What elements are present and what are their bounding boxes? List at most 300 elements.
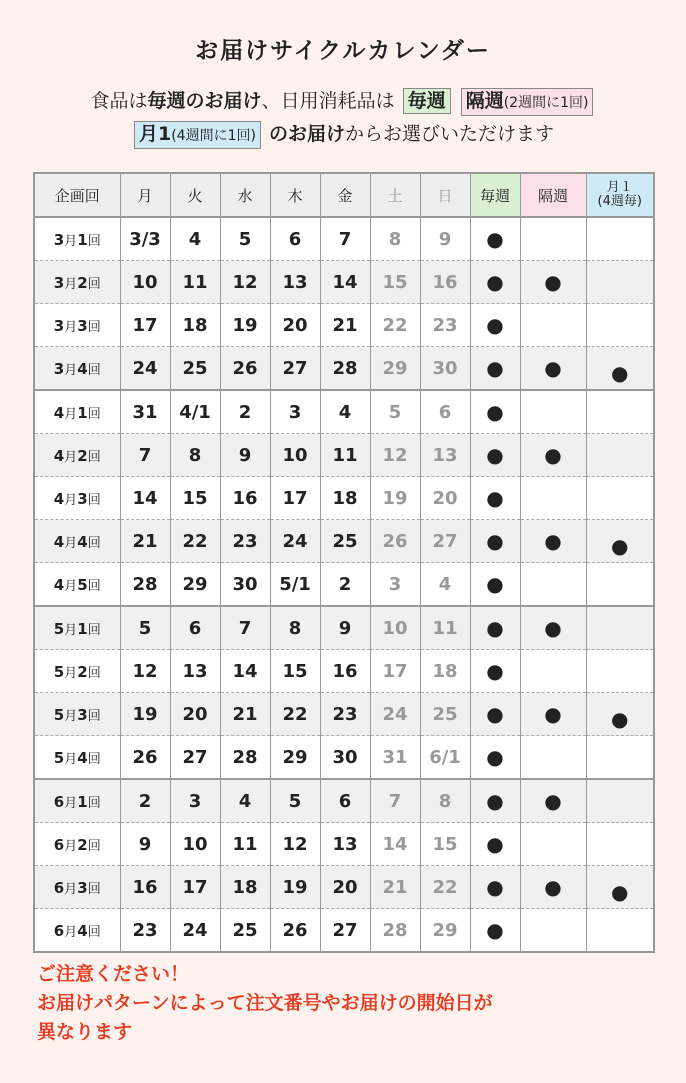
date-cell: 7: [370, 779, 420, 823]
date-cell: 17: [170, 866, 220, 909]
intro-line-2: [0, 119, 686, 149]
table-row: [34, 909, 654, 953]
table-row: [34, 650, 654, 693]
date-cell: 14: [320, 261, 370, 304]
date-cell: 24: [120, 347, 170, 391]
date-cell: 4: [420, 563, 470, 607]
date-cell: 24: [370, 693, 420, 736]
round-month: 4: [53, 575, 65, 594]
date-cell: 20: [320, 866, 370, 909]
monthly-mark: [586, 434, 654, 477]
intro-text-delivery: のお届け: [269, 123, 346, 145]
date-cell: 17: [120, 304, 170, 347]
monthly-mark: [586, 347, 654, 391]
notice: [37, 960, 493, 1047]
round-label: [34, 563, 120, 607]
round-month-unit: 月: [64, 795, 78, 811]
date-cell: 3: [270, 390, 320, 434]
date-cell: 20: [420, 477, 470, 520]
date-cell: 27: [170, 736, 220, 780]
date-cell: 30: [320, 736, 370, 780]
date-cell: 21: [120, 520, 170, 563]
date-cell: 4/1: [170, 390, 220, 434]
weekly-mark: ●: [470, 434, 520, 477]
date-cell: 6: [270, 217, 320, 261]
header-fri: 金: [320, 173, 370, 217]
biweekly-mark: [520, 650, 586, 693]
round-month-unit: 月: [64, 276, 78, 292]
round-month: 6: [53, 792, 65, 811]
date-cell: 17: [270, 477, 320, 520]
date-cell: 29: [420, 909, 470, 953]
monthly-mark: [586, 390, 654, 434]
date-cell: 23: [120, 909, 170, 953]
date-cell: 7: [320, 217, 370, 261]
date-cell: 17: [370, 650, 420, 693]
date-cell: 25: [420, 693, 470, 736]
biweekly-mark: [520, 909, 586, 953]
weekly-mark: ●: [470, 304, 520, 347]
round-label: [34, 909, 120, 953]
header-round: 企画回: [34, 173, 120, 217]
date-cell: 11: [320, 434, 370, 477]
date-cell: 23: [320, 693, 370, 736]
round-unit: 回: [87, 622, 101, 638]
date-cell: 19: [270, 866, 320, 909]
monthly-mark: [586, 909, 654, 953]
round-number: 4: [77, 921, 88, 940]
date-cell: 14: [370, 823, 420, 866]
date-cell: 5: [370, 390, 420, 434]
round-label: [34, 736, 120, 780]
weekly-mark: ●: [470, 823, 520, 866]
date-cell: 9: [420, 217, 470, 261]
round-month-unit: 月: [64, 535, 78, 551]
table-row: [34, 217, 654, 261]
weekly-mark: ●: [470, 477, 520, 520]
header-biweekly: 隔週: [520, 173, 586, 217]
date-cell: 31: [120, 390, 170, 434]
date-cell: 28: [120, 563, 170, 607]
biweekly-mark: [520, 477, 586, 520]
round-month-unit: 月: [64, 319, 78, 335]
table-row: [34, 693, 654, 736]
tag-monthly: [134, 121, 261, 149]
weekly-mark: ●: [470, 866, 520, 909]
table-row: [34, 390, 654, 434]
header-weekly: 毎週: [470, 173, 520, 217]
round-month-unit: 月: [64, 708, 78, 724]
round-number: 1: [77, 792, 88, 811]
date-cell: 8: [370, 217, 420, 261]
biweekly-mark: ●: [520, 866, 586, 909]
date-cell: 6/1: [420, 736, 470, 780]
table-header-row: [34, 173, 654, 217]
monthly-mark: [586, 866, 654, 909]
date-cell: 10: [270, 434, 320, 477]
date-cell: 12: [220, 261, 270, 304]
date-cell: 15: [420, 823, 470, 866]
date-cell: 16: [120, 866, 170, 909]
weekly-mark: ●: [470, 736, 520, 780]
delivery-calendar-table: [33, 172, 655, 953]
notice-line-1: ご注意ください！: [37, 963, 190, 985]
date-cell: 27: [270, 347, 320, 391]
round-month: 4: [53, 489, 65, 508]
tag-monthly-label: 月1: [138, 123, 172, 145]
intro-text-weekly-delivery: 毎週のお届け: [147, 90, 262, 112]
header-sun: 日: [420, 173, 470, 217]
monthly-mark: [586, 304, 654, 347]
date-cell: 24: [270, 520, 320, 563]
date-cell: 19: [120, 693, 170, 736]
date-cell: 26: [120, 736, 170, 780]
date-cell: 22: [270, 693, 320, 736]
monthly-mark-dot: ●: [611, 880, 629, 904]
weekly-mark: ●: [470, 217, 520, 261]
round-number: 1: [77, 403, 88, 422]
monthly-mark: [586, 217, 654, 261]
date-cell: 6: [420, 390, 470, 434]
date-cell: 25: [320, 520, 370, 563]
biweekly-mark: [520, 823, 586, 866]
round-label: [34, 650, 120, 693]
date-cell: 23: [420, 304, 470, 347]
table-row: [34, 304, 654, 347]
biweekly-mark: ●: [520, 606, 586, 650]
biweekly-mark: ●: [520, 347, 586, 391]
table-row: [34, 520, 654, 563]
table-row: [34, 563, 654, 607]
date-cell: 25: [170, 347, 220, 391]
weekly-mark: ●: [470, 650, 520, 693]
date-cell: 29: [370, 347, 420, 391]
round-month: 6: [53, 835, 65, 854]
weekly-mark: ●: [470, 779, 520, 823]
round-unit: 回: [87, 406, 101, 422]
date-cell: 18: [170, 304, 220, 347]
round-unit: 回: [87, 449, 101, 465]
date-cell: 3/3: [120, 217, 170, 261]
round-month: 6: [53, 878, 65, 897]
date-cell: 2: [220, 390, 270, 434]
weekly-mark: ●: [470, 390, 520, 434]
date-cell: 30: [420, 347, 470, 391]
date-cell: 7: [220, 606, 270, 650]
date-cell: 3: [170, 779, 220, 823]
round-month-unit: 月: [64, 406, 78, 422]
round-label: [34, 866, 120, 909]
date-cell: 20: [270, 304, 320, 347]
date-cell: 8: [170, 434, 220, 477]
date-cell: 28: [370, 909, 420, 953]
date-cell: 6: [170, 606, 220, 650]
round-unit: 回: [87, 535, 101, 551]
date-cell: 4: [220, 779, 270, 823]
round-month-unit: 月: [64, 492, 78, 508]
intro-text-choose: からお選びいただけます: [345, 123, 555, 145]
date-cell: 6: [320, 779, 370, 823]
table-row: [34, 477, 654, 520]
date-cell: 19: [370, 477, 420, 520]
weekly-mark: ●: [470, 347, 520, 391]
round-month-unit: 月: [64, 449, 78, 465]
round-month: 6: [53, 921, 65, 940]
notice-line-3: 異なります: [37, 1021, 133, 1043]
date-cell: 18: [420, 650, 470, 693]
date-cell: 22: [370, 304, 420, 347]
round-label: [34, 779, 120, 823]
biweekly-mark: [520, 217, 586, 261]
round-label: [34, 347, 120, 391]
monthly-mark-dot: ●: [611, 707, 629, 731]
round-month-unit: 月: [64, 233, 78, 249]
date-cell: 9: [120, 823, 170, 866]
table-row: [34, 823, 654, 866]
round-number: 2: [77, 835, 88, 854]
round-month-unit: 月: [64, 578, 78, 594]
date-cell: 25: [220, 909, 270, 953]
round-number: 5: [77, 575, 88, 594]
round-unit: 回: [87, 708, 101, 724]
round-month-unit: 月: [64, 924, 78, 940]
round-month: 4: [53, 446, 65, 465]
date-cell: 30: [220, 563, 270, 607]
date-cell: 29: [170, 563, 220, 607]
round-unit: 回: [87, 838, 101, 854]
monthly-mark: [586, 520, 654, 563]
header-monthly-line1: 月１: [606, 180, 633, 195]
round-unit: 回: [87, 924, 101, 940]
date-cell: 13: [170, 650, 220, 693]
date-cell: 10: [120, 261, 170, 304]
date-cell: 18: [220, 866, 270, 909]
round-unit: 回: [87, 881, 101, 897]
round-unit: 回: [87, 578, 101, 594]
monthly-mark: [586, 736, 654, 780]
date-cell: 11: [420, 606, 470, 650]
date-cell: 14: [120, 477, 170, 520]
round-month: 4: [53, 403, 65, 422]
date-cell: 12: [120, 650, 170, 693]
date-cell: 13: [320, 823, 370, 866]
date-cell: 9: [320, 606, 370, 650]
date-cell: 21: [220, 693, 270, 736]
date-cell: 10: [170, 823, 220, 866]
date-cell: 22: [420, 866, 470, 909]
round-unit: 回: [87, 276, 101, 292]
date-cell: 5: [220, 217, 270, 261]
round-unit: 回: [87, 492, 101, 508]
round-month-unit: 月: [64, 362, 78, 378]
date-cell: 12: [270, 823, 320, 866]
monthly-mark: [586, 563, 654, 607]
monthly-mark: [586, 693, 654, 736]
date-cell: 15: [170, 477, 220, 520]
round-month-unit: 月: [64, 751, 78, 767]
round-unit: 回: [87, 795, 101, 811]
date-cell: 12: [370, 434, 420, 477]
date-cell: 27: [320, 909, 370, 953]
date-cell: 4: [320, 390, 370, 434]
round-label: [34, 520, 120, 563]
monthly-mark: [586, 261, 654, 304]
round-number: 2: [77, 662, 88, 681]
biweekly-mark: [520, 304, 586, 347]
round-label: [34, 606, 120, 650]
intro-line-1: [0, 86, 686, 116]
date-cell: 27: [420, 520, 470, 563]
monthly-mark: [586, 779, 654, 823]
header-tue: 火: [170, 173, 220, 217]
biweekly-mark: ●: [520, 779, 586, 823]
date-cell: 18: [320, 477, 370, 520]
header-wed: 水: [220, 173, 270, 217]
round-number: 2: [77, 446, 88, 465]
round-month: 3: [53, 273, 65, 292]
round-number: 3: [77, 878, 88, 897]
calendar-body: [34, 217, 654, 952]
table-row: [34, 606, 654, 650]
monthly-mark: [586, 650, 654, 693]
round-month-unit: 月: [64, 622, 78, 638]
date-cell: 2: [120, 779, 170, 823]
date-cell: 26: [370, 520, 420, 563]
date-cell: 9: [220, 434, 270, 477]
date-cell: 22: [170, 520, 220, 563]
date-cell: 11: [170, 261, 220, 304]
intro-text-food: 食品は: [90, 90, 148, 112]
round-month-unit: 月: [64, 881, 78, 897]
table-row: [34, 434, 654, 477]
date-cell: 21: [320, 304, 370, 347]
round-number: 1: [77, 230, 88, 249]
date-cell: 8: [270, 606, 320, 650]
tag-biweekly-note: (2週間に1回): [503, 95, 589, 111]
round-month: 5: [53, 705, 65, 724]
date-cell: 8: [420, 779, 470, 823]
round-label: [34, 477, 120, 520]
monthly-mark: [586, 477, 654, 520]
round-unit: 回: [87, 751, 101, 767]
biweekly-mark: ●: [520, 434, 586, 477]
round-month: 5: [53, 748, 65, 767]
round-label: [34, 823, 120, 866]
date-cell: 28: [320, 347, 370, 391]
header-monthly-line2: (4週毎): [597, 194, 642, 209]
date-cell: 28: [220, 736, 270, 780]
date-cell: 26: [220, 347, 270, 391]
round-number: 3: [77, 705, 88, 724]
round-label: [34, 693, 120, 736]
weekly-mark: ●: [470, 261, 520, 304]
tag-weekly: 毎週: [403, 88, 451, 114]
date-cell: 5: [270, 779, 320, 823]
round-number: 1: [77, 619, 88, 638]
round-label: [34, 304, 120, 347]
round-month: 3: [53, 316, 65, 335]
table-row: [34, 779, 654, 823]
date-cell: 15: [270, 650, 320, 693]
biweekly-mark: ●: [520, 693, 586, 736]
date-cell: 4: [170, 217, 220, 261]
date-cell: 11: [220, 823, 270, 866]
table-row: [34, 261, 654, 304]
date-cell: 2: [320, 563, 370, 607]
round-number: 3: [77, 316, 88, 335]
round-month: 5: [53, 619, 65, 638]
date-cell: 16: [420, 261, 470, 304]
round-label: [34, 390, 120, 434]
page-title: お届けサイクルカレンダー: [195, 38, 491, 64]
date-cell: 16: [220, 477, 270, 520]
biweekly-mark: [520, 390, 586, 434]
round-month-unit: 月: [64, 838, 78, 854]
date-cell: 13: [420, 434, 470, 477]
monthly-mark-dot: ●: [611, 361, 629, 385]
date-cell: 31: [370, 736, 420, 780]
round-number: 4: [77, 359, 88, 378]
date-cell: 24: [170, 909, 220, 953]
biweekly-mark: ●: [520, 520, 586, 563]
date-cell: 7: [120, 434, 170, 477]
weekly-mark: ●: [470, 909, 520, 953]
round-number: 3: [77, 489, 88, 508]
biweekly-mark: ●: [520, 261, 586, 304]
date-cell: 5/1: [270, 563, 320, 607]
round-month: 4: [53, 532, 65, 551]
tag-monthly-note: (4週間に1回): [171, 128, 256, 144]
round-month: 3: [53, 359, 65, 378]
round-unit: 回: [87, 319, 101, 335]
monthly-mark: [586, 606, 654, 650]
round-month: 5: [53, 662, 65, 681]
weekly-mark: ●: [470, 563, 520, 607]
round-month: 3: [53, 230, 65, 249]
date-cell: 21: [370, 866, 420, 909]
round-number: 2: [77, 273, 88, 292]
table-row: [34, 347, 654, 391]
date-cell: 14: [220, 650, 270, 693]
date-cell: 10: [370, 606, 420, 650]
date-cell: 29: [270, 736, 320, 780]
tag-biweekly: [461, 88, 594, 116]
round-number: 4: [77, 748, 88, 767]
date-cell: 3: [370, 563, 420, 607]
table-row: [34, 736, 654, 780]
date-cell: 19: [220, 304, 270, 347]
monthly-mark-dot: ●: [611, 534, 629, 558]
round-label: [34, 261, 120, 304]
round-number: 4: [77, 532, 88, 551]
round-label: [34, 434, 120, 477]
header-sat: 土: [370, 173, 420, 217]
date-cell: 20: [170, 693, 220, 736]
weekly-mark: ●: [470, 693, 520, 736]
header-thu: 木: [270, 173, 320, 217]
weekly-mark: ●: [470, 606, 520, 650]
round-unit: 回: [87, 665, 101, 681]
date-cell: 5: [120, 606, 170, 650]
weekly-mark: ●: [470, 520, 520, 563]
round-label: [34, 217, 120, 261]
round-unit: 回: [87, 362, 101, 378]
date-cell: 26: [270, 909, 320, 953]
biweekly-mark: [520, 563, 586, 607]
header-monthly: [586, 173, 654, 217]
date-cell: 23: [220, 520, 270, 563]
round-unit: 回: [87, 233, 101, 249]
